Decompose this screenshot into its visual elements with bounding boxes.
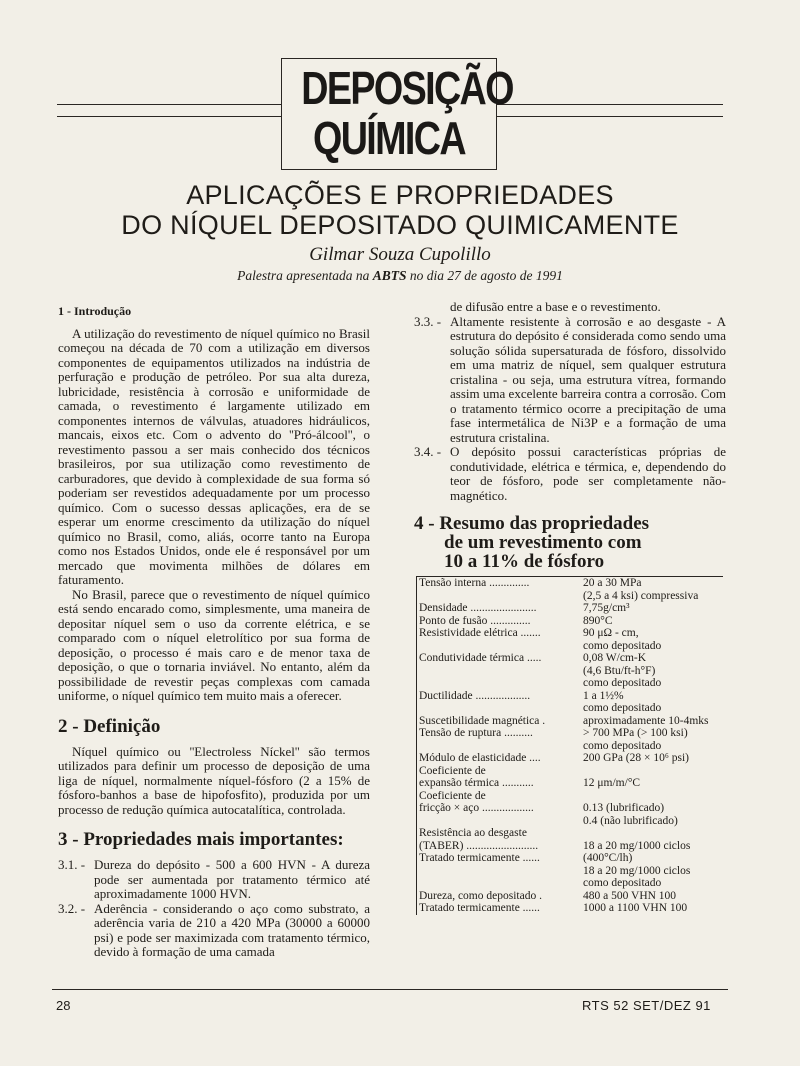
property-value-line: 890°C — [583, 614, 613, 627]
list-item-3-1 — [58, 858, 370, 902]
property-value-line: como depositado — [583, 677, 662, 689]
table-row — [417, 727, 723, 752]
property-name: Tensão interna .............. — [419, 577, 530, 589]
property-value — [579, 577, 723, 602]
property-name: Resistência ao desgaste — [419, 827, 527, 839]
property-value — [579, 840, 723, 853]
table-row — [417, 852, 723, 890]
property-value-line: 7,75g/cm³ — [583, 602, 630, 614]
property-value — [579, 602, 723, 615]
property-value — [579, 752, 723, 765]
property-value — [579, 727, 723, 752]
property-value-line: como depositado — [583, 739, 662, 752]
property-value-line: 90 μΩ - cm, — [583, 627, 639, 639]
masthead-rule-left-bottom — [57, 116, 281, 117]
article-title-line1: APLICAÇÕES E PROPRIEDADES — [186, 180, 614, 210]
article-author: Gilmar Souza Cupolillo — [309, 244, 491, 265]
property-value-line: (4,6 Btu/ft-h°F) — [583, 664, 656, 677]
list-item-3-2 — [58, 902, 370, 960]
table-row — [417, 790, 723, 803]
property-value-line: 20 a 30 MPa — [583, 577, 642, 589]
footer-rule — [52, 989, 728, 990]
property-name: (TABER) ......................... — [419, 839, 539, 852]
property-value-line: 1000 a 1100 VHN 100 — [583, 902, 688, 914]
property-value — [579, 802, 723, 827]
property-value-line: 0,08 W/cm-K — [583, 652, 647, 664]
summary-heading-line3: 10 a 11% de fósforo — [444, 551, 605, 572]
property-name: expansão térmica ........... — [419, 777, 534, 789]
property-name: Condutividade térmica ..... — [419, 652, 542, 664]
table-row — [417, 652, 723, 690]
property-value — [579, 777, 723, 790]
table-row — [417, 777, 723, 790]
property-value — [579, 790, 723, 803]
property-value — [579, 765, 723, 778]
masthead-line2: QUÍMICA — [313, 112, 465, 164]
item-number: 3.1. - — [58, 857, 86, 872]
article-title-line2: DO NÍQUEL DEPOSITADO QUIMICAMENTE — [121, 210, 679, 240]
property-name: Tratado termicamente ...... — [419, 852, 540, 864]
property-value-line: 0.13 (lubrificado) — [583, 802, 665, 814]
property-name: Ductilidade ................... — [419, 689, 531, 702]
property-value-line: 12 μm/m/°C — [583, 777, 641, 789]
summary-heading — [414, 514, 714, 571]
property-value-line: 0.4 (não lubrificado) — [583, 814, 678, 827]
table-row — [417, 602, 723, 615]
intro-paragraph-2: No Brasil, parece que o revestimento de níquel químico está sendo encarado como, simplesmente, uma maneira de depositar níquel sem o uso da corrente elétrica, e se comparado com o níquel eletrolítico por sua forma de deposição, o processo é mais caro e de menor taxa de deposição, o que o tornaria inviável. No entanto, além da possibilidade de revestir peças complexas com camada uniforme, o níquel químico tem muito mais a oferecer. — [58, 586, 370, 703]
property-name: Coeficiente de — [419, 789, 486, 802]
left-column — [58, 304, 370, 960]
table-row — [417, 690, 723, 715]
masthead-rule-left-top — [57, 104, 281, 105]
masthead-rule-right-top — [495, 104, 723, 105]
property-name: Módulo de elasticidade .... — [419, 752, 541, 764]
table-row — [417, 765, 723, 778]
property-value-line: aproximadamente 10-4mks — [583, 714, 709, 727]
property-value-line: 200 GPa (28 × 10⁶ psi) — [583, 752, 690, 764]
lecture-note — [0, 268, 800, 284]
item-text: Aderência - considerando o aço como substrato, a aderência varia de 210 a 420 MPa (30000 a 60000 psi) e pode ser maximizada com tratamento térmico, devido à formação de uma camada — [94, 900, 370, 959]
table-row — [417, 890, 723, 903]
property-name: Coeficiente de — [419, 764, 486, 777]
masthead-rule-right-bottom — [495, 116, 723, 117]
lecture-prefix: Palestra apresentada na — [237, 268, 373, 283]
table-row — [417, 715, 723, 728]
property-name: fricção × aço .................. — [419, 802, 534, 814]
property-name: Resistividade elétrica ....... — [419, 627, 541, 639]
list-item-3-2-continued — [414, 300, 726, 315]
item-text: Dureza do depósito - 500 a 600 HVN - A dureza pode ser aumentada por tratamento térmico até aproximadamente 1000 HVN. — [94, 857, 370, 901]
property-value — [579, 827, 723, 840]
table-row — [417, 752, 723, 765]
section-masthead — [281, 58, 513, 170]
list-item-3-4 — [414, 445, 726, 503]
property-value — [579, 852, 723, 890]
lecture-suffix: no dia 27 de agosto de 1991 — [406, 268, 563, 283]
property-value-line: 480 a 500 VHN 100 — [583, 889, 677, 902]
summary-heading-line1: 4 - Resumo das propriedades — [414, 513, 650, 534]
list-item-3-3 — [414, 315, 726, 446]
property-value — [579, 715, 723, 728]
intro-heading: 1 - Introdução — [58, 304, 132, 318]
property-name: Tratado termicamente ...... — [419, 902, 540, 914]
property-value-line: como depositado — [583, 702, 662, 714]
property-value-line: 18 a 20 mg/1000 ciclos — [583, 839, 691, 852]
property-value-line: como depositado — [583, 877, 662, 889]
definition-paragraph: Níquel químico ou ''Electroless Níckel'' são termos utilizados para definir um processo de deposição de uma liga de níquel, normalmente níquel-fósforo (2 a 15% de fósforo-banhos a base de hipofosfito), produzida por um processo de redução química autocatalítica, controlada. — [58, 743, 370, 817]
page-number: 28 — [56, 998, 71, 1013]
property-value-line: 1 a 1½% — [583, 689, 624, 702]
item-number: 3.3. - — [414, 313, 442, 329]
property-value-line: (400°C/lh) — [583, 852, 633, 864]
property-value-line: como depositado — [583, 639, 662, 652]
property-value-line: (2,5 a 4 ksi) compressiva — [583, 589, 699, 602]
property-name: Ponto de fusão .............. — [419, 614, 531, 627]
definition-heading: 2 - Definição — [58, 715, 161, 737]
issue-label: RTS 52 SET/DEZ 91 — [582, 998, 711, 1013]
item-number: 3.4. - — [414, 444, 442, 459]
table-row — [417, 577, 723, 602]
property-name: Dureza, como depositado . — [419, 889, 542, 902]
item-text: O depósito possui características próprias de condutividade, elétrica e térmica, e, dependendo do teor de fósforo, pode ser completamente não-magnético. — [450, 444, 726, 503]
properties-heading: 3 - Propriedades mais importantes: — [58, 829, 344, 850]
table-row — [417, 827, 723, 840]
property-name: Densidade ....................... — [419, 602, 537, 614]
masthead-line1: DEPOSIÇÃO — [301, 62, 513, 114]
lecture-org: ABTS — [372, 268, 407, 283]
property-value-line: > 700 MPa (> 100 ksi) — [583, 727, 688, 739]
property-value — [579, 902, 723, 915]
property-name: Suscetibilidade magnética . — [419, 714, 546, 727]
property-value — [579, 890, 723, 903]
table-row — [417, 615, 723, 628]
item-text: Altamente resistente à corrosão e ao desgaste - A estrutura do depósito é considerada como sendo uma solução sólida supersaturada de fósforo, dissolvido em uma matriz de níquel, sem qualquer estrutura cristalina - ou seja, uma estrutura vítrea, formando assim uma excelente barreira contra a corrosão. Com o tratamento térmico ocorre a precipitação de uma fase intermetálica de Ni3P e a formação de uma estrutura cristalina. — [450, 313, 726, 445]
properties-table — [416, 576, 723, 915]
item-number: 3.2. - — [58, 900, 86, 916]
right-column — [414, 300, 726, 503]
table-row — [417, 802, 723, 827]
table-row — [417, 902, 723, 915]
summary-heading-line2: de um revestimento com — [444, 532, 642, 553]
table-row — [417, 627, 723, 652]
table-row — [417, 840, 723, 853]
property-value — [579, 627, 723, 652]
property-value — [579, 615, 723, 628]
intro-paragraph-1: A utilização do revestimento de níquel químico no Brasil começou na década de 70 com a utilização em diversos componentes de equipamentos utilizados na indústria de perfuração e produção de petróleo. Por sua alta dureza, lubricidade, resistência à corrosão e uniformidade de camada, o revestimento é largamente utilizado em componentes internos de válvulas, atuadores hidráulicos, mancais, eixos etc. Com o advento do ''Pró-álcool'', o revestimento passou a ser mais conhecido dos técnicos brasileiros, por sua utilização como revestimento de carburadores, que devido à complexidade de sua forma só poderiam ser revestidos adequadamente por um processo químico. Com o sucesso dessas aplicações, era de se esperar um enorme crescimento da utilização do níquel químico no Brasil, como, aliás, ocorre tanto na Europa como nos Estados Unidos, onde ele é responsável por um mercado que movimenta milhões de dólares em faturamento. — [58, 325, 370, 587]
item-text: de difusão entre a base e o revestimento. — [450, 299, 661, 314]
property-value — [579, 652, 723, 690]
property-value-line: 18 a 20 mg/1000 ciclos — [583, 864, 691, 877]
property-name: Tensão de ruptura .......... — [419, 727, 533, 739]
property-value — [579, 690, 723, 715]
